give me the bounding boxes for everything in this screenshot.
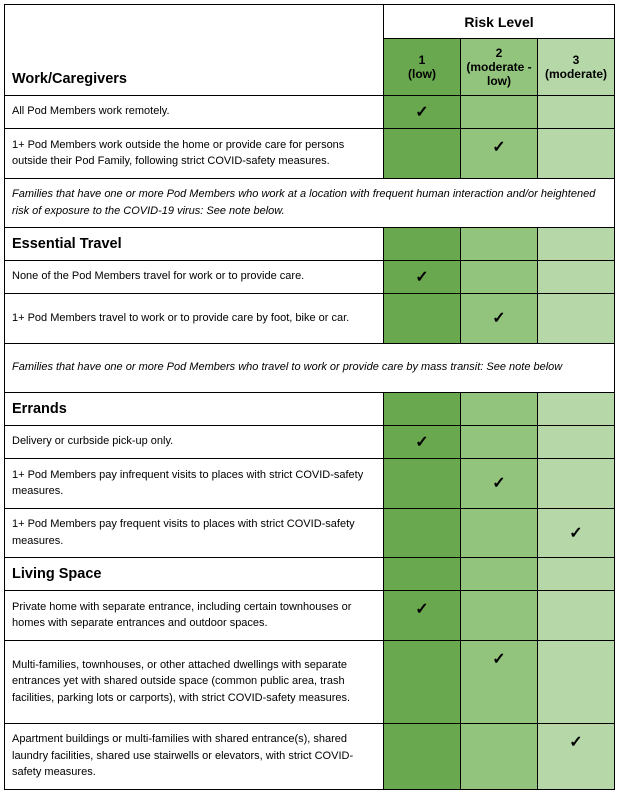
row-description: Apartment buildings or multi-families with shared entrance(s), shared laundry facilities, shared use stairwells or elevators, with strict COVID-safety measures. [5,723,384,789]
level-1-cell [384,95,461,128]
level-3-cell [538,425,615,458]
level-1-cell [384,392,461,425]
level-2-cell [461,723,538,789]
level-3-number: 3 [572,53,580,67]
check-icon: ✓ [492,138,506,156]
row-description: Multi-families, townhouses, or other attached dwellings with separate entrances yet with shared outside space (common public area, trash facilities, parking lots or carports), with strict COVID-safety measures. [5,640,384,723]
check-icon: ✓ [415,600,429,618]
check-icon: ✓ [492,650,506,668]
level-2-cell [461,458,538,508]
level-1-header [384,39,461,96]
level-3-cell [538,227,615,260]
level-3-cell [538,260,615,293]
level-2-cell [461,227,538,260]
level-3-cell [538,557,615,590]
level-1-cell [384,260,461,293]
level-3-cell [538,95,615,128]
check-icon: ✓ [492,310,506,327]
level-2-cell [461,557,538,590]
level-2-cell [461,95,538,128]
row-description: All Pod Members work remotely. [5,95,384,128]
level-1-cell [384,723,461,789]
section-title-essential-travel: Essential Travel [5,227,384,260]
level-2-cell [461,392,538,425]
section-title-work-caregivers: Work/Caregivers [12,71,127,87]
row-description: 1+ Pod Members travel to work or to provide care by foot, bike or car. [5,293,384,343]
level-3-cell [538,392,615,425]
check-icon: ✓ [569,733,583,751]
level-1-cell [384,508,461,557]
section-title-errands: Errands [5,392,384,425]
level-2-label: (moderate - low) [466,60,532,88]
level-1-label: (low) [408,67,436,81]
level-1-number: 1 [418,53,426,67]
level-3-header [538,39,615,96]
level-1-cell [384,227,461,260]
risk-level-title: Risk Level [384,5,615,39]
level-3-cell [538,128,615,178]
check-icon: ✓ [569,524,583,542]
level-3-cell [538,723,615,789]
level-1-cell [384,425,461,458]
level-3-cell [538,458,615,508]
level-2-cell [461,260,538,293]
row-description: 1+ Pod Members pay frequent visits to places with strict COVID-safety measures. [5,508,384,557]
section-note: Families that have one or more Pod Members who travel to work or provide care by mass transit: See note below [5,343,615,392]
level-3-cell [538,293,615,343]
level-3-cell [538,590,615,640]
level-3-cell [538,508,615,557]
level-1-cell [384,557,461,590]
check-icon: ✓ [415,268,429,286]
level-1-cell [384,128,461,178]
check-icon: ✓ [415,103,429,121]
level-2-cell [461,425,538,458]
level-2-cell [461,640,538,723]
level-2-header [461,39,538,96]
level-3-cell [538,640,615,723]
risk-level-table-body [4,95,615,790]
section-note: Families that have one or more Pod Members who work at a location with frequent human interaction and/or heightened risk of exposure to the COVID-19 virus: See note below. [5,178,615,227]
check-icon: ✓ [492,475,506,492]
level-2-cell [461,590,538,640]
row-description: Delivery or curbside pick-up only. [5,425,384,458]
row-description: 1+ Pod Members pay infrequent visits to places with strict COVID-safety measures. [5,458,384,508]
level-1-cell [384,293,461,343]
level-3-label: (moderate) [544,67,607,81]
level-2-number: 2 [495,46,503,60]
row-description: None of the Pod Members travel for work or to provide care. [5,260,384,293]
level-1-cell [384,640,461,723]
row-description: Private home with separate entrance, including certain townhouses or homes with separate entrances and outdoor spaces. [5,590,384,640]
section-title-living-space: Living Space [5,557,384,590]
level-2-cell [461,128,538,178]
level-2-cell [461,293,538,343]
row-description: 1+ Pod Members work outside the home or provide care for persons outside their Pod Family, following strict COVID-safety measures. [5,128,384,178]
check-icon: ✓ [415,433,429,451]
level-1-cell [384,458,461,508]
level-2-cell [461,508,538,557]
level-1-cell [384,590,461,640]
